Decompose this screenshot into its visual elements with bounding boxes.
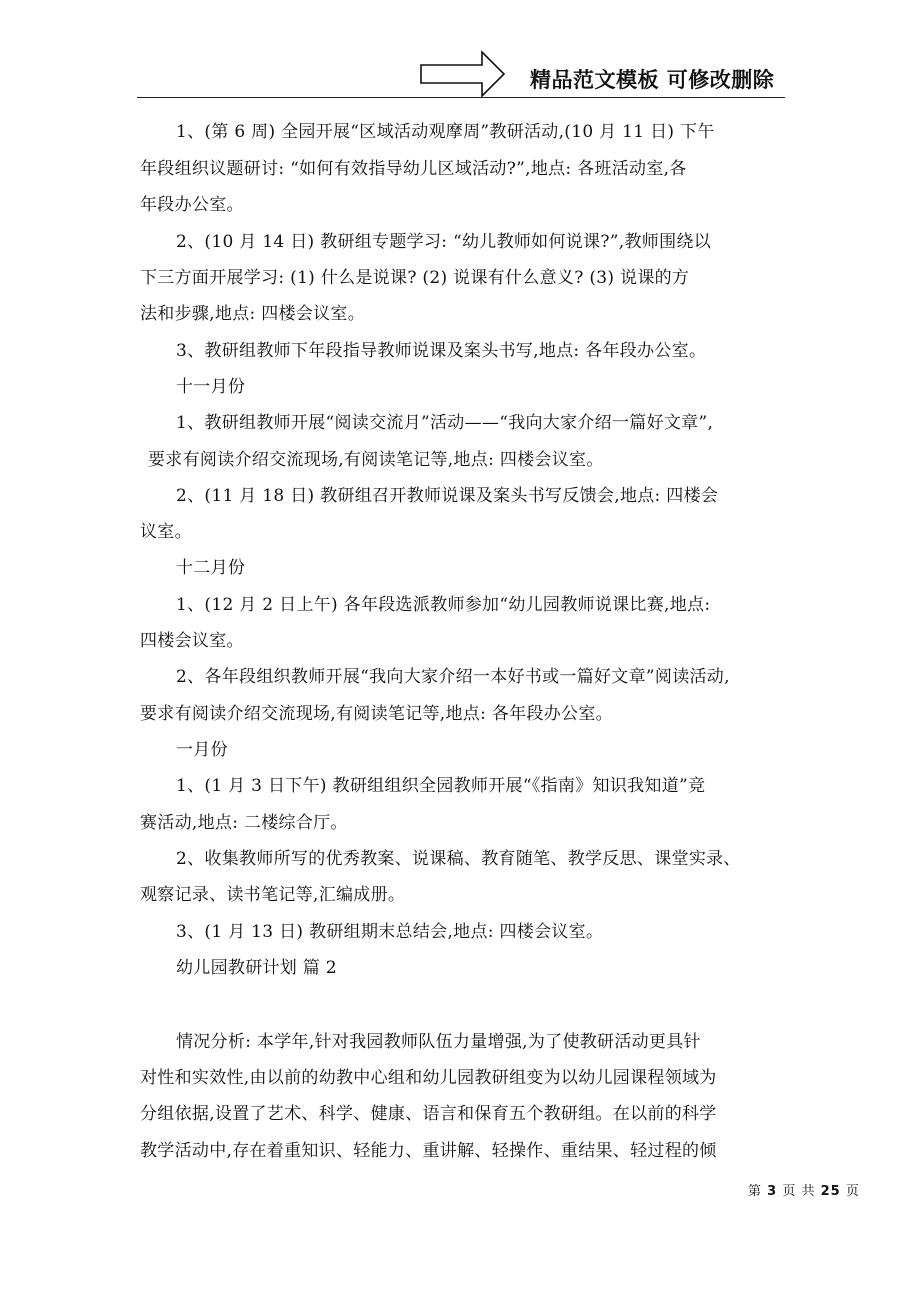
arrow-right-icon [420, 50, 506, 98]
section-heading: 十二月份 [176, 558, 246, 578]
body-line: 赛活动,地点: 二楼综合厅。 [140, 813, 348, 833]
body-line: 议室。 [140, 522, 192, 542]
footer-prefix: 第 [748, 1184, 763, 1199]
body-line: 对性和实效性,由以前的幼教中心组和幼儿园教研组变为以幼儿园课程领域为 [140, 1068, 717, 1088]
page-footer [748, 1180, 860, 1199]
body-line: 2、(11 月 18 日) 教研组召开教师说课及案头书写反馈会,地点: 四楼会 [176, 486, 719, 506]
body-line: 1、(第 6 周) 全园开展“区域活动观摩周”教研活动,(10 月 11 日) 下午 [176, 122, 715, 142]
body-line: 2、收集教师所写的优秀教案、说课稿、教育随笔、教学反思、课堂实录、 [176, 849, 741, 869]
header-divider [137, 97, 785, 98]
body-line: 要求有阅读介绍交流现场,有阅读笔记等,地点: 各年段办公室。 [140, 704, 613, 724]
body-line: 2、各年段组织教师开展“我向大家介绍一本好书或一篇好文章”阅读活动, [176, 667, 730, 687]
body-line: 要求有阅读介绍交流现场,有阅读笔记等,地点: 四楼会议室。 [148, 450, 604, 470]
section-heading: 十一月份 [176, 377, 246, 397]
section-heading: 一月份 [176, 740, 228, 760]
body-line: 观察记录、读书笔记等,汇编成册。 [140, 885, 406, 905]
body-line: 下三方面开展学习: (1) 什么是说课? (2) 说课有什么意义? (3) 说课的方 [140, 268, 690, 288]
body-line: 1、(12 月 2 日上午) 各年段选派教师参加“幼儿园教师说课比赛,地点: [176, 595, 711, 615]
body-line: 3、教研组教师下年段指导教师说课及案头书写,地点: 各年段办公室。 [176, 341, 707, 361]
body-line: 法和步骤,地点: 四楼会议室。 [140, 304, 366, 324]
body-line: 年段组织议题研讨: “如何有效指导幼儿区域活动?”,地点: 各班活动室,各 [140, 159, 687, 179]
body-line: 分组依据,设置了艺术、科学、健康、语言和保育五个教研组。在以前的科学 [140, 1104, 717, 1124]
body-line: 教学活动中,存在着重知识、轻能力、重讲解、轻操作、重结果、轻过程的倾 [140, 1141, 717, 1161]
footer-middle: 页 共 [782, 1184, 816, 1199]
body-line: 3、(1 月 13 日) 教研组期末总结会,地点: 四楼会议室。 [176, 922, 604, 942]
footer-total-pages: 25 [820, 1184, 841, 1199]
body-line: 年段办公室。 [140, 195, 244, 215]
footer-page-number: 3 [767, 1184, 778, 1199]
body-line: 四楼会议室。 [140, 631, 244, 651]
body-line: 1、(1 月 3 日下午) 教研组组织全园教师开展“《指南》知识我知道”竞 [176, 776, 706, 796]
body-line: 情况分析: 本学年,针对我园教师队伍力量增强,为了使教研活动更具针 [176, 1032, 701, 1052]
section-heading: 幼儿园教研计划 篇 2 [176, 958, 337, 978]
body-line: 1、教研组教师开展“阅读交流月”活动——“我向大家介绍一篇好文章”, [176, 413, 714, 433]
footer-suffix: 页 [845, 1184, 860, 1199]
body-line: 2、(10 月 14 日) 教研组专题学习: “幼儿教师如何说课?”,教师围绕以 [176, 232, 711, 252]
header-title: 精品范文模板 可修改删除 [530, 68, 775, 92]
